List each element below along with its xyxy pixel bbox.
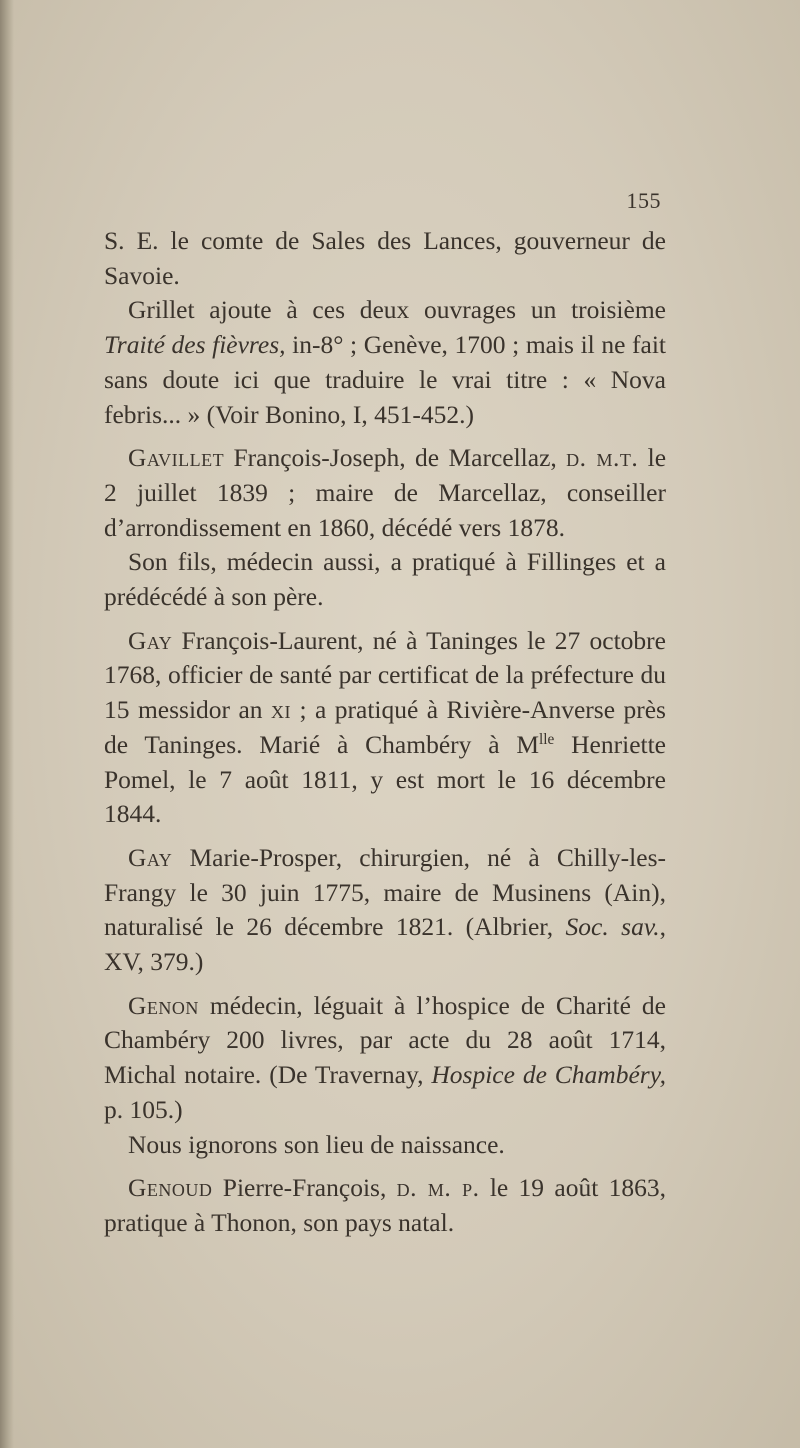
entry-text: le 2 juillet 1839 ; maire de Marcellaz, conseiller d’arrondissement en 1860, décédé vers 1878. [104, 443, 667, 542]
book-title: Hospice de Chambéry, [431, 1060, 666, 1090]
entry-surname: Gay [128, 842, 173, 872]
entry-genon [104, 989, 666, 1128]
entry-surname: Gay [128, 625, 173, 655]
paragraph-text: in-8° ; Genève, 1700 ; mais il ne fait sans doute ici que traduire le vrai titre : « Nova febris... » (Voir Bonino, I, 451-452.) [104, 330, 666, 429]
book-title: Traité des fièvres, [104, 330, 286, 360]
paragraph-text: Son fils, médecin aussi, a pratiqué à Fillinges et a prédécédé à son père. [104, 547, 666, 612]
entry-text: Pierre-François, [212, 1173, 397, 1203]
paragraph-text: Nous ignorons son lieu de naissance. [128, 1129, 505, 1159]
entry-gay-marie [104, 841, 666, 980]
paragraph-sales [104, 224, 666, 293]
page-body [104, 224, 666, 1241]
entry-text: François-Laurent, né à Taninges le 27 octobre 1768, officier de santé par certificat de la préfecture du 15 messidor an [104, 625, 666, 725]
paragraph-genon-note [104, 1128, 666, 1163]
entry-gavillet [104, 441, 666, 545]
paragraph-text: Grillet ajoute à ces deux ouvrages un troisième [128, 295, 666, 325]
page-number: 155 [626, 188, 661, 213]
entry-surname: Genoud [128, 1173, 213, 1203]
entry-surname: Genon [128, 990, 199, 1020]
entry-gay-francois [104, 624, 666, 832]
entry-text: Marie-Prosper, chirurgien, né à Chilly-les-Frangy le 30 juin 1775, maire de Musinens (Ain), naturalisé le 26 décembre 1821. (Albrier, [104, 842, 666, 942]
degree-abbreviation: d. m.t. [566, 443, 639, 473]
entry-text: ; a pratiqué à Rivière-Anverse près de Taninges. Marié à Chambéry à M [104, 695, 666, 759]
paragraph-text: S. E. le comte de Sales des Lances, gouverneur de Savoie. [104, 226, 666, 290]
entry-surname: Gavillet [128, 443, 225, 473]
paragraph-gavillet-son [104, 545, 666, 614]
entry-genoud [104, 1171, 666, 1240]
entry-text: François-Joseph, de Marcellaz, [224, 443, 567, 473]
entry-text: , XV, 379.) [104, 912, 666, 977]
entry-text: le 19 août 1863, pratique à Thonon, son pays natal. [104, 1173, 667, 1237]
entry-text: médecin, léguait à l’hospice de Charité de Chambéry 200 livres, par acte du 28 août 1714, Michal notaire. (De Travernay, [104, 990, 666, 1090]
entry-text: p. 105.) [104, 1094, 183, 1124]
degree-abbreviation: d. m. p. [396, 1173, 480, 1203]
roman-year: xi [271, 695, 291, 725]
paragraph-grillet [104, 293, 666, 432]
journal-title: Soc. sav. [565, 912, 660, 942]
superscript-lle: lle [539, 730, 555, 748]
page-gutter-shadow [0, 0, 14, 1448]
entry-text: Henriette Pomel, le 7 août 1811, y est mort le 16 décembre 1844. [104, 729, 666, 829]
